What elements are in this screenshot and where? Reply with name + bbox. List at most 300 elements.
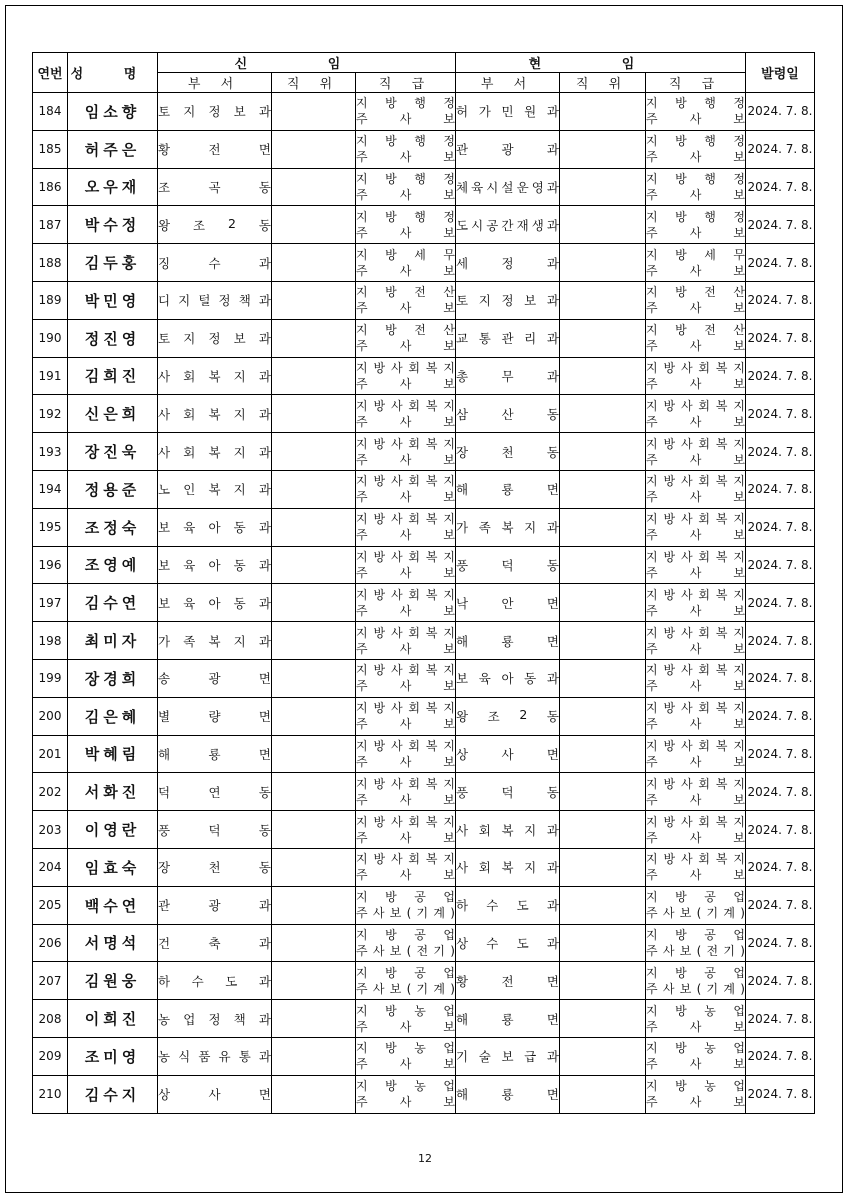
date-cell: 2024. 7. 8. [746,206,815,244]
date-cell: 2024. 7. 8. [746,924,815,962]
new-pos-cell [272,1000,356,1038]
grade-line-1: 지 방 사 회 복 지 [356,360,455,375]
cur-dept-cell [456,206,560,244]
cur-dept-cell [456,584,560,622]
cur-dept-cell [456,773,560,811]
spread-text: 낙 안 면 [456,595,559,611]
cur-grade-cell [646,584,746,622]
spread-text: 풍 덕 동 [456,557,559,573]
spread-text: 관 광 과 [456,142,559,158]
name-cell: 박민영 [68,281,158,319]
date-cell: 2024. 7. 8. [746,735,815,773]
cur-dept-cell [456,395,560,433]
grade-line-2: 주 사 보 ( 기 계 ) [356,981,455,996]
grade-line-1: 지 방 사 회 복 지 [356,549,455,564]
new-pos-cell [272,773,356,811]
grade-line-2: 주 사 보 [356,603,455,618]
name-cell: 서명석 [68,924,158,962]
new-dept-cell [158,546,272,584]
spread-text: 사 회 복 지 과 [158,444,271,460]
new-dept-cell [158,659,272,697]
grade-line-2: 주 사 보 [356,528,455,543]
spread-text: 해 룡 면 [456,1011,559,1027]
new-grade-cell [356,206,456,244]
grade-line-1: 지 방 전 산 [356,323,455,338]
name-cell: 이영란 [68,811,158,849]
new-dept-cell [158,130,272,168]
cur-grade-cell [646,395,746,433]
cur-dept-cell [456,319,560,357]
cur-grade-cell [646,1037,746,1075]
date-cell: 2024. 7. 8. [746,773,815,811]
cur-pos-cell [560,508,646,546]
header-new-post: 신 임 [158,53,456,73]
spread-text: 하 수 도 과 [158,973,271,989]
new-dept-cell [158,93,272,131]
name-cell: 김은혜 [68,697,158,735]
name-cell: 정진영 [68,319,158,357]
new-pos-cell [272,622,356,660]
grade-line-2: 주 사 보 [646,1019,745,1034]
new-dept-cell [158,508,272,546]
name-cell: 최미자 [68,622,158,660]
table-row [33,546,815,584]
grade-line-1: 지 방 행 정 [646,209,745,224]
new-pos-cell [272,546,356,584]
grade-line-2: 주 사 보 [646,452,745,467]
cur-dept-cell [456,1000,560,1038]
spread-text: 풍 덕 동 [456,784,559,800]
grade-line-2: 주 사 보 ( 기 계 ) [646,981,745,996]
grade-line-2: 주 사 보 [356,830,455,845]
new-grade-cell [356,546,456,584]
name-cell: 김두홍 [68,244,158,282]
new-pos-cell [272,811,356,849]
header-new-grade: 직 급 [356,73,456,93]
seq-cell: 200 [33,697,68,735]
seq-cell: 184 [33,93,68,131]
grade-line-1: 지 방 사 회 복 지 [646,701,745,716]
grade-line-2: 주 사 보 [356,641,455,656]
new-dept-cell [158,584,272,622]
cur-grade-cell [646,924,746,962]
new-pos-cell [272,697,356,735]
grade-line-2: 주 사 보 [356,490,455,505]
new-pos-cell [272,508,356,546]
cur-pos-cell [560,1000,646,1038]
name-cell: 허주은 [68,130,158,168]
new-pos-cell [272,168,356,206]
cur-pos-cell [560,659,646,697]
table-row [33,433,815,471]
seq-cell: 202 [33,773,68,811]
new-dept-cell [158,848,272,886]
new-dept-cell [158,622,272,660]
new-grade-cell [356,962,456,1000]
table-row [33,319,815,357]
cur-pos-cell [560,697,646,735]
seq-cell: 185 [33,130,68,168]
spread-text: 황 전 면 [158,142,271,158]
cur-pos-cell [560,924,646,962]
header-cur-dept: 부 서 [456,73,560,93]
grade-line-1: 지 방 사 회 복 지 [646,360,745,375]
table-row [33,281,815,319]
grade-line-2: 주 사 보 [356,565,455,580]
date-cell: 2024. 7. 8. [746,811,815,849]
grade-line-2: 주 사 보 [646,830,745,845]
new-dept-cell [158,1037,272,1075]
table-row [33,1000,815,1038]
cur-pos-cell [560,773,646,811]
grade-line-1: 지 방 행 정 [646,171,745,186]
grade-line-2: 주 사 보 [646,150,745,165]
seq-cell: 206 [33,924,68,962]
table-row [33,395,815,433]
name-cell: 조정숙 [68,508,158,546]
date-cell: 2024. 7. 8. [746,659,815,697]
cur-dept-cell [456,508,560,546]
spread-text: 해 룡 면 [456,633,559,649]
spread-text: 보 육 아 동 과 [158,557,271,573]
new-grade-cell [356,584,456,622]
table-row [33,1075,815,1113]
cur-pos-cell [560,1037,646,1075]
cur-pos-cell [560,622,646,660]
grade-line-1: 지 방 사 회 복 지 [646,512,745,527]
date-cell: 2024. 7. 8. [746,470,815,508]
grade-line-2: 주 사 보 [646,792,745,807]
cur-dept-cell [456,924,560,962]
seq-cell: 196 [33,546,68,584]
cur-grade-cell [646,622,746,660]
date-cell: 2024. 7. 8. [746,886,815,924]
name-cell: 박수정 [68,206,158,244]
cur-grade-cell [646,1075,746,1113]
table-row [33,508,815,546]
table-row [33,773,815,811]
table-row [33,622,815,660]
grade-line-2: 주 사 보 [356,339,455,354]
cur-pos-cell [560,93,646,131]
grade-line-1: 지 방 농 업 [356,1079,455,1094]
grade-line-2: 주 사 보 [646,1095,745,1110]
cur-dept-cell [456,130,560,168]
table-row [33,244,815,282]
cur-dept-cell [456,357,560,395]
seq-cell: 204 [33,848,68,886]
date-cell: 2024. 7. 8. [746,622,815,660]
new-pos-cell [272,130,356,168]
name-cell: 김원웅 [68,962,158,1000]
new-pos-cell [272,848,356,886]
cur-grade-cell [646,281,746,319]
grade-line-1: 지 방 사 회 복 지 [356,852,455,867]
header-cur-pos: 직 위 [560,73,646,93]
spread-text: 교 통 관 리 과 [456,331,559,347]
grade-line-1: 지 방 사 회 복 지 [356,701,455,716]
cur-grade-cell [646,1000,746,1038]
grade-line-1: 지 방 사 회 복 지 [356,587,455,602]
grade-line-2: 주 사 보 [646,187,745,202]
grade-line-1: 지 방 사 회 복 지 [646,398,745,413]
new-grade-cell [356,130,456,168]
new-dept-cell [158,319,272,357]
cur-dept-cell [456,886,560,924]
spread-text: 상 사 면 [456,746,559,762]
new-grade-cell [356,1075,456,1113]
spread-text: 토 지 정 보 과 [158,104,271,120]
new-dept-cell [158,244,272,282]
spread-text: 토 지 정 보 과 [158,331,271,347]
cur-grade-cell [646,962,746,1000]
cur-grade-cell [646,508,746,546]
spread-text: 장 천 동 [456,444,559,460]
name-cell: 서화진 [68,773,158,811]
seq-cell: 191 [33,357,68,395]
date-cell: 2024. 7. 8. [746,848,815,886]
date-cell: 2024. 7. 8. [746,281,815,319]
name-cell: 정용준 [68,470,158,508]
spread-text: 장 천 동 [158,860,271,876]
spread-text: 왕 조 2 동 [456,707,559,725]
spread-text: 체 육 시 설 운 영 과 [456,179,559,195]
new-dept-cell [158,962,272,1000]
table-row [33,962,815,1000]
cur-grade-cell [646,433,746,471]
date-cell: 2024. 7. 8. [746,244,815,282]
grade-line-2: 주 사 보 ( 전 기 ) [356,943,455,958]
spread-text: 가 족 복 지 과 [456,520,559,536]
cur-dept-cell [456,433,560,471]
new-grade-cell [356,1037,456,1075]
table-row [33,848,815,886]
date-cell: 2024. 7. 8. [746,1075,815,1113]
seq-cell: 192 [33,395,68,433]
grade-line-1: 지 방 사 회 복 지 [356,512,455,527]
seq-cell: 194 [33,470,68,508]
grade-line-1: 지 방 행 정 [646,96,745,111]
grade-line-1: 지 방 행 정 [356,96,455,111]
new-grade-cell [356,357,456,395]
table-row [33,357,815,395]
name-cell: 조영예 [68,546,158,584]
grade-line-2: 주 사 보 [646,339,745,354]
grade-line-1: 지 방 사 회 복 지 [646,852,745,867]
date-cell: 2024. 7. 8. [746,1037,815,1075]
table-row [33,206,815,244]
grade-line-1: 지 방 사 회 복 지 [356,398,455,413]
new-pos-cell [272,395,356,433]
new-grade-cell [356,773,456,811]
seq-cell: 205 [33,886,68,924]
cur-grade-cell [646,93,746,131]
new-pos-cell [272,433,356,471]
cur-grade-cell [646,546,746,584]
spread-text: 황 전 면 [456,973,559,989]
cur-grade-cell [646,244,746,282]
cur-dept-cell [456,244,560,282]
grade-line-2: 주 사 보 [356,112,455,127]
new-grade-cell [356,848,456,886]
seq-cell: 208 [33,1000,68,1038]
date-cell: 2024. 7. 8. [746,130,815,168]
table-row [33,811,815,849]
spread-text: 별 량 면 [158,709,271,725]
grade-line-1: 지 방 공 업 [356,927,455,942]
spread-text: 세 정 과 [456,255,559,271]
cur-grade-cell [646,848,746,886]
spread-text: 농 식 품 유 통 과 [158,1049,271,1065]
new-pos-cell [272,244,356,282]
grade-line-1: 지 방 농 업 [646,1079,745,1094]
cur-pos-cell [560,130,646,168]
new-pos-cell [272,1075,356,1113]
grade-line-1: 지 방 농 업 [356,1041,455,1056]
name-cell: 이희진 [68,1000,158,1038]
cur-grade-cell [646,357,746,395]
name-cell: 김수지 [68,1075,158,1113]
grade-line-1: 지 방 사 회 복 지 [646,776,745,791]
cur-dept-cell [456,546,560,584]
grade-line-1: 지 방 사 회 복 지 [646,625,745,640]
spread-text: 관 광 과 [158,898,271,914]
date-cell: 2024. 7. 8. [746,584,815,622]
new-grade-cell [356,622,456,660]
name-cell: 백수연 [68,886,158,924]
new-dept-cell [158,281,272,319]
cur-pos-cell [560,395,646,433]
cur-pos-cell [560,962,646,1000]
cur-pos-cell [560,1075,646,1113]
cur-dept-cell [456,1037,560,1075]
seq-cell: 188 [33,244,68,282]
seq-cell: 195 [33,508,68,546]
cur-pos-cell [560,206,646,244]
seq-cell: 199 [33,659,68,697]
spread-text: 징 수 과 [158,255,271,271]
grade-line-1: 지 방 농 업 [646,1003,745,1018]
grade-line-2: 주 사 보 ( 전 기 ) [646,943,745,958]
new-grade-cell [356,811,456,849]
new-dept-cell [158,735,272,773]
new-dept-cell [158,357,272,395]
cur-pos-cell [560,168,646,206]
seq-cell: 209 [33,1037,68,1075]
grade-line-2: 주 사 보 [646,225,745,240]
name-cell: 임효숙 [68,848,158,886]
grade-line-2: 주 사 보 [356,1095,455,1110]
grade-line-2: 주 사 보 ( 기 계 ) [356,906,455,921]
seq-cell: 197 [33,584,68,622]
date-cell: 2024. 7. 8. [746,395,815,433]
grade-line-2: 주 사 보 [356,754,455,769]
grade-line-2: 주 사 보 [356,225,455,240]
cur-dept-cell [456,1075,560,1113]
spread-text: 사 회 복 지 과 [158,406,271,422]
new-grade-cell [356,659,456,697]
grade-line-2: 주 사 보 [356,301,455,316]
spread-text: 사 회 복 지 과 [456,860,559,876]
new-pos-cell [272,1037,356,1075]
grade-line-2: 주 사 보 [356,452,455,467]
grade-line-2: 주 사 보 [646,679,745,694]
grade-line-1: 지 방 세 무 [646,247,745,262]
new-pos-cell [272,206,356,244]
new-pos-cell [272,659,356,697]
seq-cell: 189 [33,281,68,319]
cur-grade-cell [646,130,746,168]
grade-line-1: 지 방 농 업 [646,1041,745,1056]
table-row [33,886,815,924]
new-dept-cell [158,168,272,206]
grade-line-1: 지 방 사 회 복 지 [646,814,745,829]
table-row [33,93,815,131]
grade-line-2: 주 사 보 [646,301,745,316]
cur-grade-cell [646,168,746,206]
grade-line-1: 지 방 세 무 [356,247,455,262]
cur-pos-cell [560,281,646,319]
table-row [33,1037,815,1075]
date-cell: 2024. 7. 8. [746,1000,815,1038]
grade-line-2: 주 사 보 [356,679,455,694]
grade-line-2: 주 사 보 [646,112,745,127]
grade-line-1: 지 방 전 산 [646,323,745,338]
new-dept-cell [158,395,272,433]
spread-text: 농 업 정 책 과 [158,1011,271,1027]
cur-pos-cell [560,811,646,849]
page-number: 12 [418,1152,432,1165]
new-dept-cell [158,206,272,244]
grade-line-2: 주 사 보 [646,603,745,618]
name-cell: 장진욱 [68,433,158,471]
grade-line-2: 주 사 보 [356,187,455,202]
grade-line-1: 지 방 행 정 [356,171,455,186]
grade-line-1: 지 방 사 회 복 지 [646,663,745,678]
date-cell: 2024. 7. 8. [746,697,815,735]
new-grade-cell [356,886,456,924]
spread-text: 보 육 아 동 과 [158,520,271,536]
cur-grade-cell [646,735,746,773]
spread-text: 상 사 면 [158,1087,271,1103]
header-new-dept: 부 서 [158,73,272,93]
new-dept-cell [158,433,272,471]
new-grade-cell [356,319,456,357]
cur-pos-cell [560,848,646,886]
new-grade-cell [356,470,456,508]
cur-dept-cell [456,848,560,886]
seq-cell: 201 [33,735,68,773]
spread-text: 해 룡 면 [456,1087,559,1103]
new-pos-cell [272,93,356,131]
seq-cell: 193 [33,433,68,471]
cur-dept-cell [456,470,560,508]
grade-line-1: 지 방 사 회 복 지 [356,814,455,829]
new-pos-cell [272,962,356,1000]
new-dept-cell [158,1000,272,1038]
spread-text: 건 축 과 [158,935,271,951]
spread-text: 상 수 도 과 [456,935,559,951]
name-cell: 신은희 [68,395,158,433]
grade-line-2: 주 사 보 [646,641,745,656]
new-pos-cell [272,281,356,319]
grade-line-1: 지 방 사 회 복 지 [646,474,745,489]
new-grade-cell [356,735,456,773]
seq-cell: 210 [33,1075,68,1113]
seq-cell: 203 [33,811,68,849]
spread-text: 삼 산 동 [456,406,559,422]
cur-dept-cell [456,622,560,660]
